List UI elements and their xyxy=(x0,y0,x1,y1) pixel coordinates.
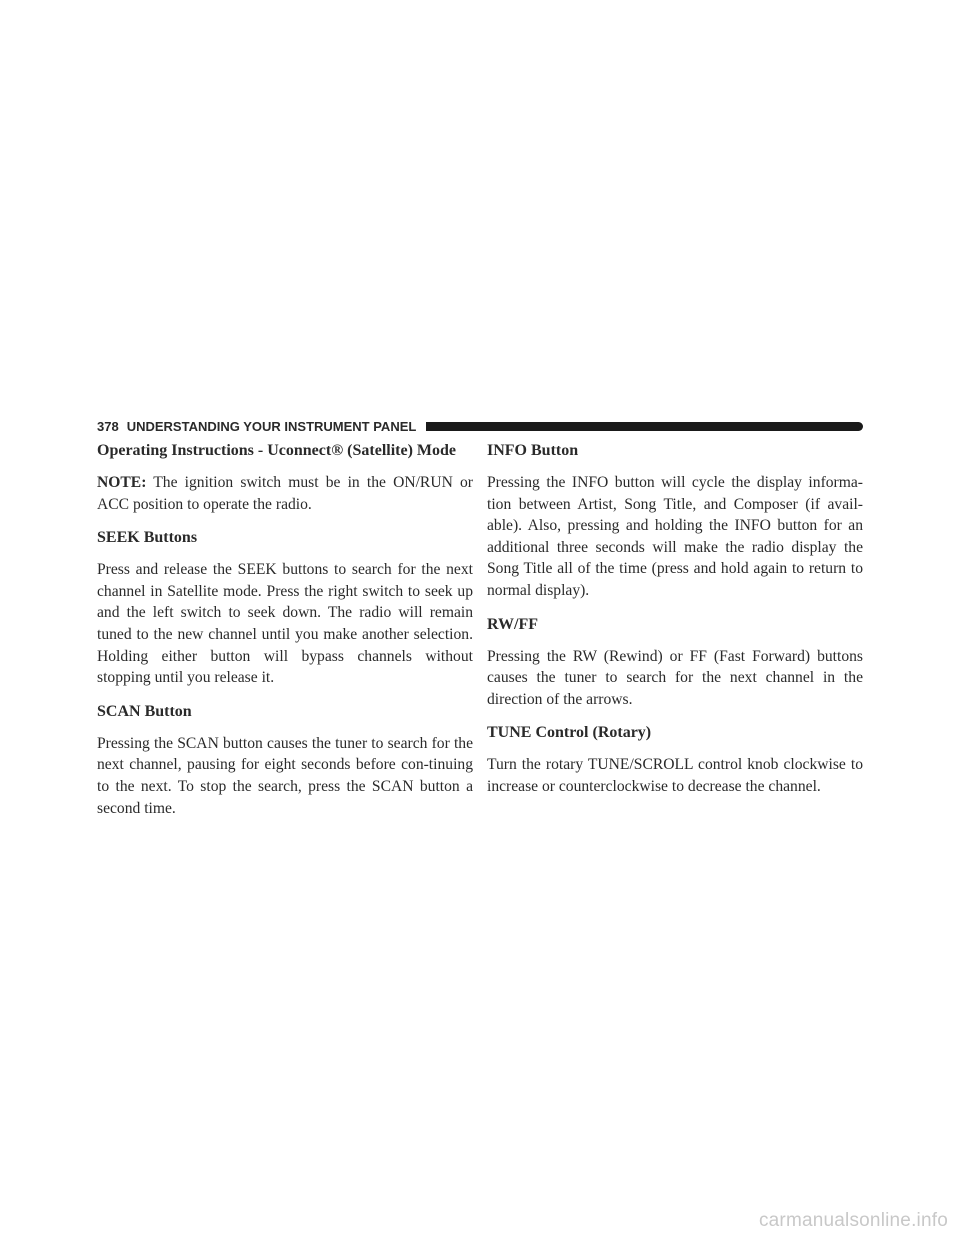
left-column xyxy=(97,440,473,831)
tune-paragraph: Turn the rotary TUNE/SCROLL control knob clockwise to increase or counterclockwise to decrease the channel. xyxy=(487,756,863,795)
rwff-heading: RW/FF xyxy=(487,615,538,633)
watermark-text: carmanualsonline.info xyxy=(758,1210,948,1231)
note-paragraph xyxy=(97,472,473,515)
note-label: NOTE: xyxy=(97,474,147,491)
tune-heading: TUNE Control (Rotary) xyxy=(487,724,652,742)
section-heading: Operating Instructions - Uconnect® (Satellite) Mode xyxy=(97,442,457,459)
info-heading: INFO Button xyxy=(487,442,579,459)
seek-paragraph: Press and release the SEEK buttons to search for the next channel in Satellite mode. Press the right switch to seek up and the left switch to seek down. The radio will remain tuned to the new channel until you make another selection. Holding either button will bypass channels without stopping until you release it. xyxy=(97,561,473,687)
scan-paragraph: Pressing the SCAN button causes the tuner to search for the next channel, pausing for eight seconds before con-tinuing to the next. To stop the search, press the SCAN button a second time. xyxy=(97,734,473,817)
right-column xyxy=(487,440,863,810)
header-rule xyxy=(426,422,863,431)
rwff-paragraph: Pressing the RW (Rewind) or FF (Fast Forward) buttons causes the tuner to search for the next channel in the direction of the arrows. xyxy=(487,647,863,708)
scan-heading: SCAN Button xyxy=(97,702,192,720)
section-title: UNDERSTANDING YOUR INSTRUMENT PANEL xyxy=(126,418,417,434)
note-text: The ignition switch must be in the ON/RUN or ACC position to operate the radio. xyxy=(97,474,473,513)
page-number: 378 xyxy=(97,418,119,434)
page-header xyxy=(97,416,863,436)
info-paragraph: Pressing the INFO button will cycle the display informa-tion between Artist, Song Title, and Composer (if avail-able). Also, pressing and holding the INFO button for an additional three seconds will make the radio display the Song Title all of the time (press and hold again to return to normal display). xyxy=(487,474,863,599)
seek-heading: SEEK Buttons xyxy=(97,529,198,547)
